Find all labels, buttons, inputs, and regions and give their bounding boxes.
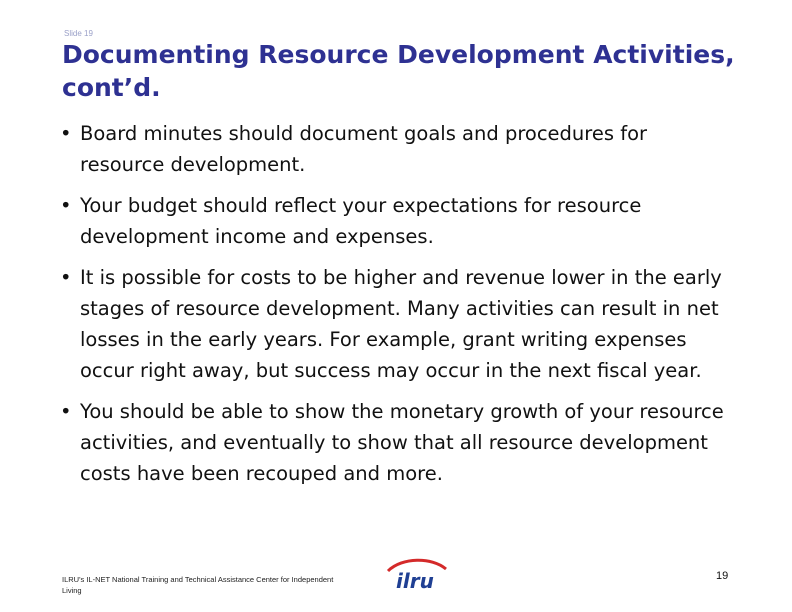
bullet-text: It is possible for costs to be higher and revenue lower in the early stages of resource development. Many activities can result in net losses in the early years. For example, grant writing expenses occur right away, but success may occur in the next fiscal year.: [80, 266, 722, 382]
title-line-2: cont’d.: [62, 73, 161, 102]
ilru-logo: [382, 555, 452, 595]
page-number: 19: [716, 570, 729, 582]
bullet-dot-icon: •: [60, 122, 72, 145]
bullet-item: [58, 396, 728, 489]
bullet-dot-icon: •: [60, 400, 72, 423]
bullet-item: [58, 190, 728, 252]
bullet-dot-icon: •: [60, 266, 72, 289]
bullet-text: Your budget should reflect your expectations for resource development income and expenses.: [80, 194, 642, 248]
bullet-text: Board minutes should document goals and procedures for resource development.: [80, 122, 648, 176]
bullet-item: [58, 118, 728, 180]
bullet-dot-icon: •: [60, 194, 72, 217]
title-line-1: Documenting Resource Development Activities,: [62, 40, 735, 69]
slide-title: [62, 38, 762, 104]
bullet-item: [58, 262, 728, 386]
footer-text: ILRU's IL-NET National Training and Technical Assistance Center for Independent Living: [62, 575, 334, 595]
bullet-list: [58, 118, 728, 499]
bullet-text: You should be able to show the monetary growth of your resource activities, and eventually to show that all resource development costs have been recouped and more.: [80, 400, 724, 485]
slide-tag: Slide 19: [64, 29, 93, 38]
logo-text: ilru: [396, 569, 434, 593]
